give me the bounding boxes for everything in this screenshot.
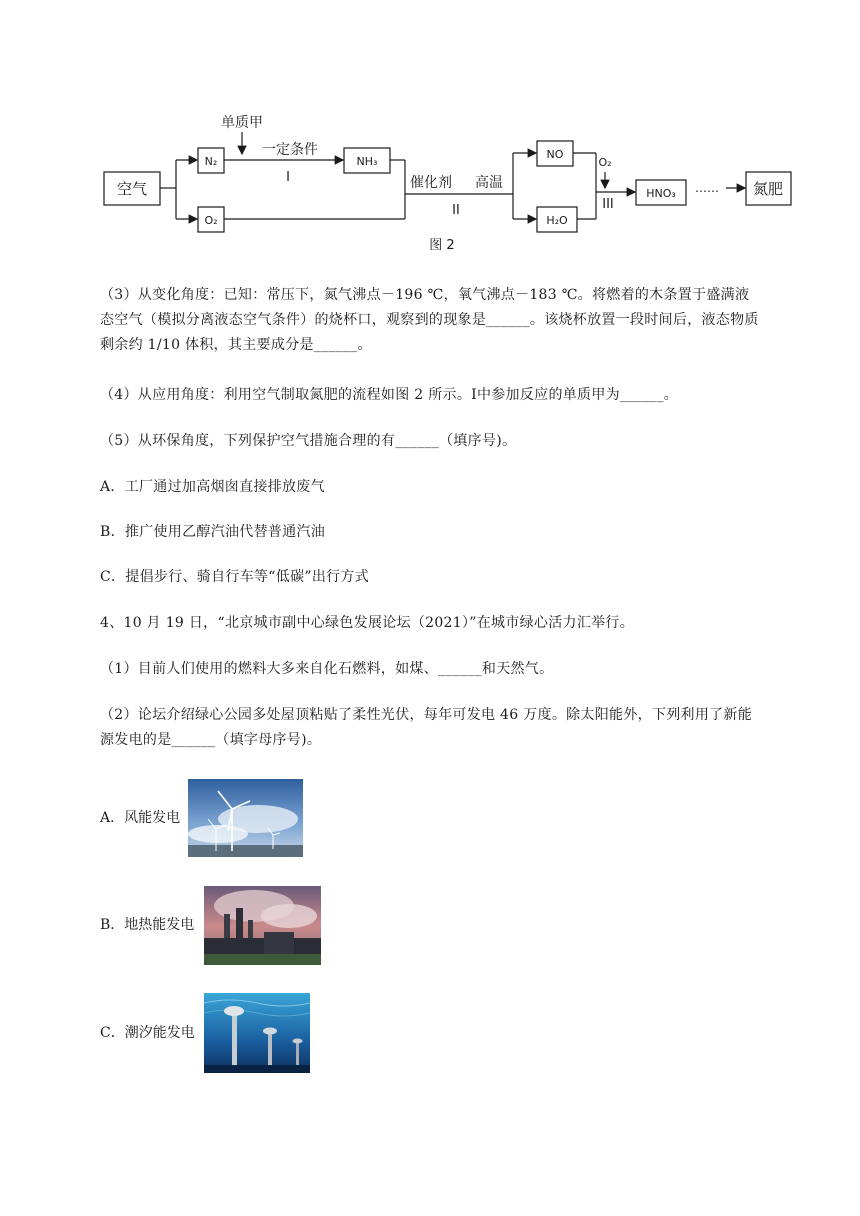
- geothermal-power-photo: [204, 886, 321, 965]
- option-a: A．工厂通过加高烟囱直接排放废气: [100, 479, 325, 495]
- box-nh3-text: NH₃: [356, 155, 378, 168]
- option-b: B．推广使用乙醇汽油代替普通汽油: [100, 524, 326, 540]
- flow-diagram-svg: [100, 108, 800, 258]
- question-4: （4）从应用角度：利用空气制取氮肥的流程如图 2 所示。Ⅰ中参加反应的单质甲为______。: [100, 387, 679, 403]
- wind-power-photo: [188, 779, 303, 857]
- diagram-caption: 图 2: [429, 238, 455, 253]
- question-4-1: （1）目前人们使用的燃料大多来自化石燃料，如煤、______和天然气。: [100, 661, 554, 677]
- box-air-text: 空气: [116, 180, 148, 198]
- box-o2-text: O₂: [204, 214, 218, 227]
- question-5: （5）从环保角度，下列保护空气措施合理的有______（填序号)。: [100, 433, 517, 449]
- box-fertilizer-text: 氮肥: [752, 180, 784, 198]
- box-h2o-text: H₂O: [546, 214, 568, 227]
- flow-diagram: [100, 108, 800, 258]
- label-element-a: 单质甲: [221, 115, 263, 131]
- label-step2: II: [452, 203, 460, 218]
- image-option-c-label: C．潮汐能发电: [100, 1025, 195, 1041]
- box-no-text: NO: [546, 148, 564, 161]
- label-ellipsis: ……: [695, 181, 719, 195]
- image-option-a-label: A．风能发电: [100, 810, 181, 826]
- box-n2-text: N₂: [204, 155, 218, 168]
- image-option-b-label: B．地热能发电: [100, 917, 195, 933]
- label-step3: III: [602, 197, 614, 212]
- option-c: C．提倡步行、骑自行车等“低碳”出行方式: [100, 569, 370, 585]
- question-3: （3）从变化角度：已知：常压下，氮气沸点－196 ℃，氧气沸点－183 ℃。将燃着的木条置于盛满液态空气（模拟分离液态空气条件）的烧杯口，观察到的现象是______。该烧杯放置一段时间后，液态物质剩余约 1/10 体积，其主要成分是______。: [100, 287, 759, 353]
- label-o2-arrow: O₂: [598, 156, 612, 169]
- label-catalyst: 催化剂: [410, 175, 452, 191]
- tidal-power-photo: [204, 993, 310, 1073]
- box-hno3-text: HNO₃: [646, 187, 676, 200]
- question-4-title: 4、10 月 19 日，“北京城市副中心绿色发展论坛（2021）”在城市绿心活力汇举行。: [100, 615, 635, 631]
- question-4-2: （2）论坛介绍绿心公园多处屋顶粘贴了柔性光伏，每年可发电 46 万度。除太阳能外，下列利用了新能源发电的是______（填字母序号)。: [100, 707, 753, 748]
- label-high-temp: 高温: [475, 175, 503, 191]
- label-condition: 一定条件: [262, 142, 318, 158]
- label-step1: I: [286, 170, 290, 185]
